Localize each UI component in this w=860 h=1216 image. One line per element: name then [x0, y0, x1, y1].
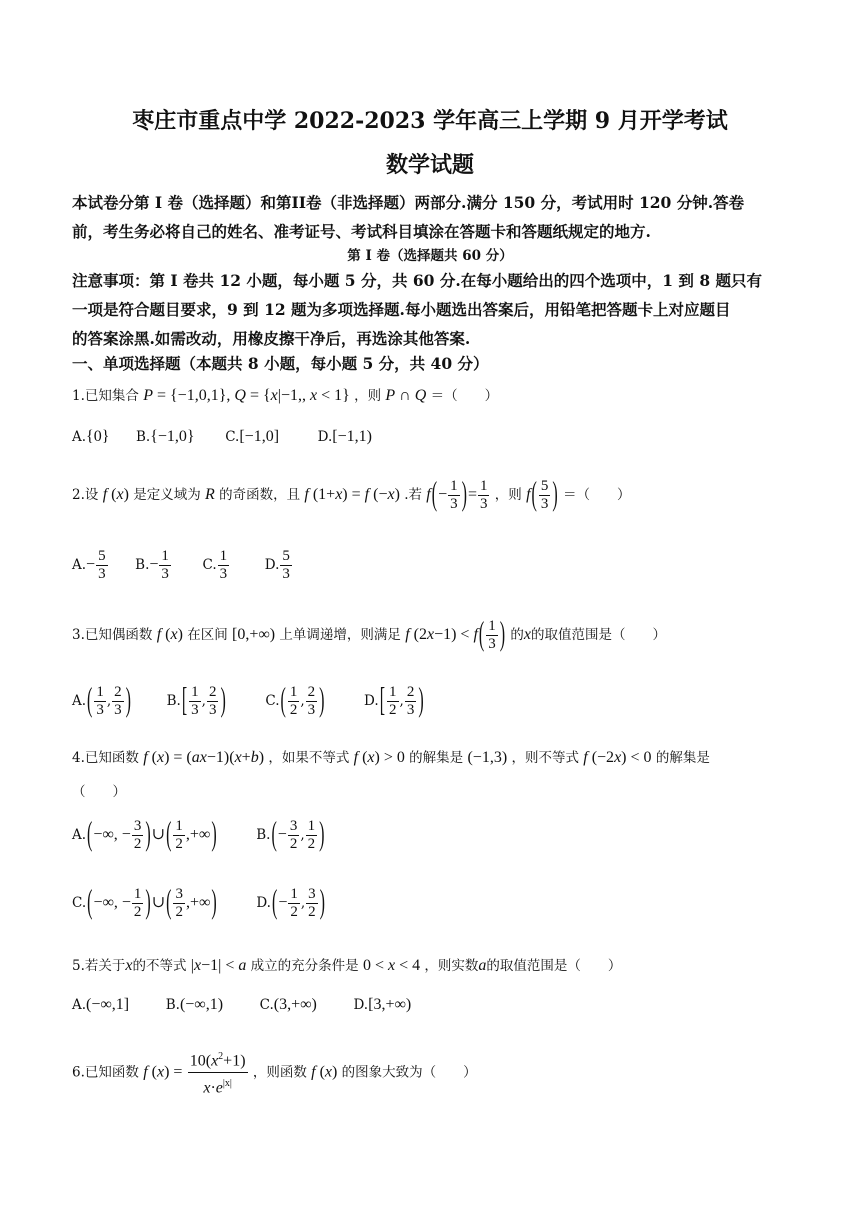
q1-formula: P = {−1,0,1}, Q = {x|−1,, x < 1} — [143, 387, 350, 404]
question-1: 1.已知集合 P = {−1,0,1}, Q = {x|−1,, x < 1} ，则 P ∩ Q ＝（ ） — [72, 387, 499, 404]
question-6: 6.已知函数 f (x) = $\frac{10(x^2+1)}{x\cdot e^{|x|}}$ ，则函数 f (x) 的图象大致为（ ） — [72, 1046, 477, 1100]
q3-options — [72, 684, 425, 719]
question-4: 4.已知函数 f (x) = (ax−1)(x+b) ，如果不等式 f (x) > 0 的解集是 (−1,3) ，则不等式 f (−2x) < 0 的解集是 — [72, 749, 710, 766]
q5-option-a[interactable]: A.(−∞,1] — [72, 996, 130, 1013]
q3-option-c[interactable]: C.( $\frac{1}{2}$ , $\frac{2}{3}$ ) — [265, 682, 325, 719]
exam-title: 枣庄市重点中学 2022-2023 学年高三上学期 9 月开学考试 — [132, 108, 728, 134]
q4-options-row-1 — [72, 818, 325, 853]
q2-option-c[interactable]: C. $\frac{1}{3}$ — [202, 548, 228, 582]
q4-option-b[interactable]: B.(− $\frac{3}{2}$ , $\frac{1}{2}$ ) — [256, 816, 325, 853]
intro-line-1: 本试卷分第 I 卷（选择题）和第II卷（非选择题）两部分.满分 150 分，考试用时 120 分钟.答卷 — [72, 193, 745, 212]
q4-option-a[interactable]: A.(−∞, − $\frac{3}{2}$ )∪( $\frac{1}{2}$ ,+∞) — [72, 816, 217, 853]
q4-options-row-2 — [72, 886, 326, 921]
question-3: 3.已知偶函数 f (x) 在区间 [0,+∞) 上单调递增，则满足 f (2x−1) < f( $\frac{1}{3}$ ) 的x的取值范围是（ ） — [72, 616, 666, 653]
q1-option-b[interactable]: B.{−1,0} — [136, 428, 195, 445]
q1-option-d[interactable]: D.[−1,1) — [317, 428, 372, 445]
q3-option-d[interactable]: D.[ $\frac{1}{2}$ , $\frac{2}{3}$ ) — [364, 682, 424, 719]
section-label: 第 I 卷（选择题共 60 分） — [347, 248, 513, 264]
q4-option-c[interactable]: C.(−∞, − $\frac{1}{2}$ )∪( $\frac{3}{2}$ ,+∞) — [72, 884, 217, 921]
notice-line-1: 注意事项：第 I 卷共 12 小题，每小题 5 分，共 60 分.在每小题给出的四个选项中，1 到 8 题只有 — [72, 271, 763, 290]
q5-options — [72, 996, 411, 1014]
question-2: 2.设 f (x) 是定义域为 R 的奇函数，且 f (1+x) = f (−x) .若 f(− $\frac{1}{3}$ )= $\frac{1}{3}$ ，则 f( $\frac{5}{3}$ ) ＝（ ） — [72, 476, 631, 513]
q3-option-a[interactable]: A.( $\frac{1}{3}$ , $\frac{2}{3}$ ) — [72, 682, 131, 719]
notice-line-3: 的答案涂黑.如需改动，用橡皮擦干净后，再选涂其他答案. — [72, 329, 471, 348]
question-5: 5.若关于x的不等式 |x−1| < a 成立的充分条件是 0 < x < 4 ，则实数a的取值范围是（ ） — [72, 957, 622, 974]
notice-paragraph — [72, 266, 792, 353]
q2-option-a[interactable]: A.− $\frac{5}{3}$ — [72, 548, 106, 582]
q2-options — [72, 548, 293, 583]
q3-option-b[interactable]: B.[ $\frac{1}{3}$ , $\frac{2}{3}$ ) — [166, 682, 226, 719]
q5-option-d[interactable]: D.[3,+∞) — [353, 996, 412, 1013]
q2-option-b[interactable]: B.− $\frac{1}{3}$ — [135, 548, 169, 582]
q1-option-c[interactable]: C.[−1,0] — [225, 428, 280, 445]
question-4-tail: （ ） — [72, 784, 126, 800]
part-title: 一、单项选择题（本题共 8 小题，每小题 5 分，共 40 分） — [72, 354, 489, 373]
q1-option-a[interactable]: A.{0} — [72, 428, 110, 445]
q2-option-d[interactable]: D. $\frac{5}{3}$ — [264, 548, 290, 582]
intro-line-2: 前，考生务必将自己的姓名、准考证号、考试科目填涂在答题卡和答题纸规定的地方. — [72, 222, 651, 241]
notice-line-2: 一项是符合题目要求，9 到 12 题为多项选择题.每小题选出答案后，用铅笔把答题卡上对应题目 — [72, 300, 731, 319]
q5-option-c[interactable]: C.(3,+∞) — [259, 996, 317, 1013]
intro-paragraph — [72, 188, 792, 246]
q1-options — [72, 428, 372, 446]
q5-option-b[interactable]: B.(−∞,1) — [165, 996, 224, 1013]
exam-subtitle: 数学试题 — [385, 152, 474, 178]
q4-option-d[interactable]: D.(− $\frac{1}{2}$ , $\frac{3}{2}$ ) — [256, 884, 325, 921]
